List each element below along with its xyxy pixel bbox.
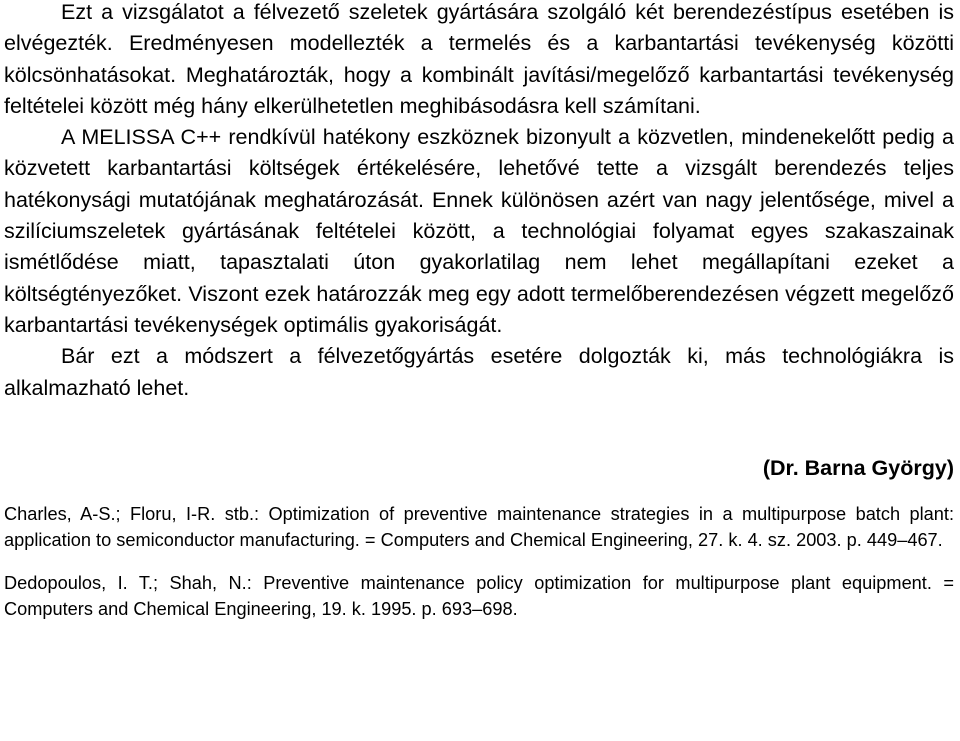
reference-item-1: Charles, A-S.; Floru, I-R. stb.: Optimization of preventive maintenance strategies in a multipurpose batch plant: application to semiconductor manufacturing. = Computers and Chemical Engineering, 27. k. 4. sz. 2003. p. 449–467. xyxy=(4,503,954,551)
body-paragraph-3: Bár ezt a módszert a félvezetőgyártás esetére dolgozták ki, más technológiákra is alkalmazható lehet. xyxy=(4,344,954,400)
document-page xyxy=(4,0,954,623)
body-paragraph-1: Ezt a vizsgálatot a félvezető szeletek gyártására szolgáló két berendezéstípus esetében is elvégezték. Eredményesen modellezték a termelés és a karbantartási tevékenység közötti kölcsönhatásokat. Meghatározták, hogy a kombinált javítási/megelőző karbantartási tevékenység feltételei között még hány elkerülhetetlen meghibásodásra kell számítani. xyxy=(4,0,954,118)
body-paragraph-2: A MELISSA C++ rendkívül hatékony eszköznek bizonyult a közvetlen, mindenekelőtt pedig a közvetett karbantartási költségek értékelésére, lehetővé tette a vizsgált berendezés teljes hatékonysági mutatójának meghatározását. Ennek különösen azért van nagy jelentősége, mivel a szilíciumszeletek gyártásának feltételei között, a technológiai folyamat egyes szakaszainak ismétlődése miatt, tapasztalati úton gyakorlatilag nem lehet megállapítani ezeket a költségtényezőket. Viszont ezek határozzák meg egy adott termelőberendezésen végzett megelőző karbantartási tevékenységek optimális gyakoriságát. xyxy=(4,125,954,337)
author-signature: (Dr. Barna György) xyxy=(762,455,954,480)
reference-item-2: Dedopoulos, I. T.; Shah, N.: Preventive maintenance policy optimization for multipurpose plant equipment. = Computers and Chemical Engineering, 19. k. 1995. p. 693–698. xyxy=(4,572,954,620)
reference-list xyxy=(4,501,954,623)
